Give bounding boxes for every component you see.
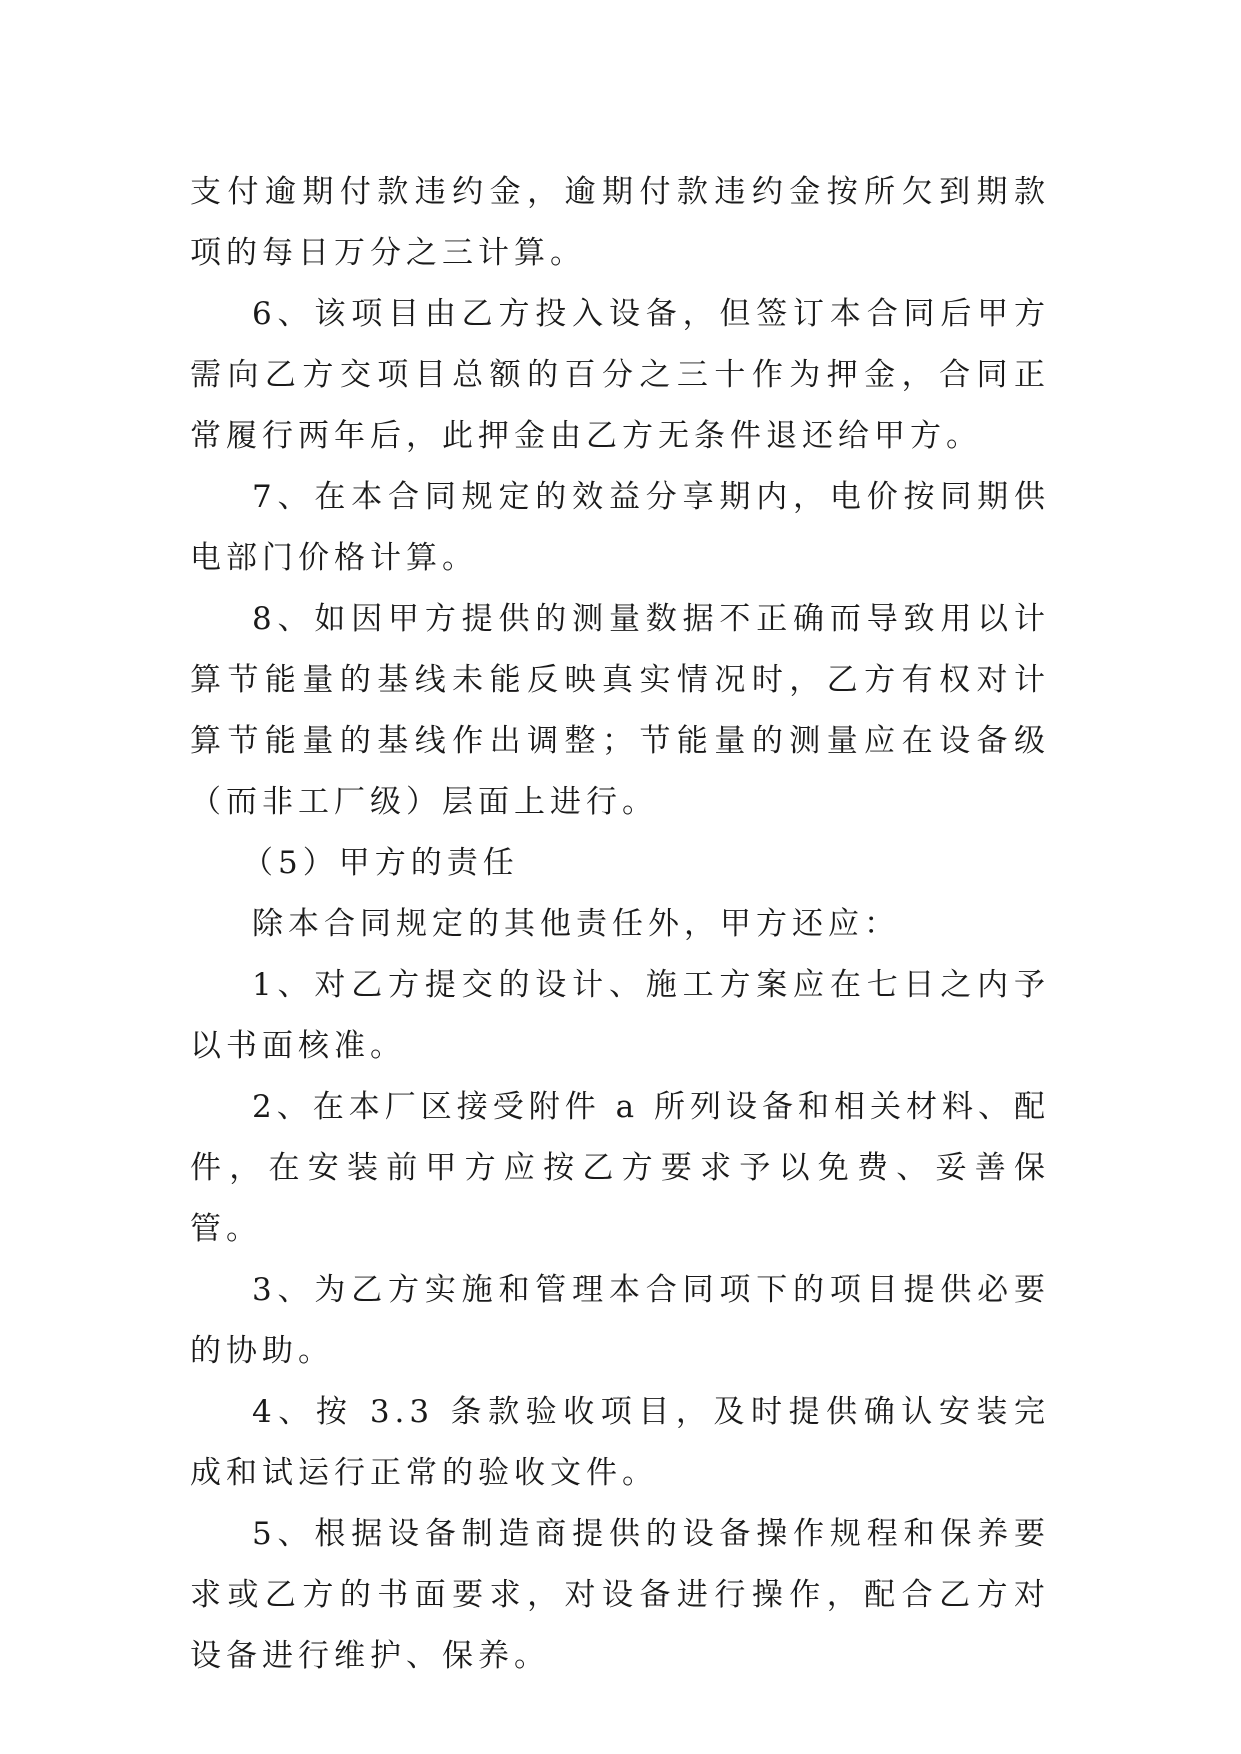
paragraph-duty-2: 2、在本厂区接受附件 a 所列设备和相关材料、配件，在安装前甲方应按乙方要求予以免费、妥善保管。 [190,1089,1050,1247]
paragraph-clause-6: 6、该项目由乙方投入设备，但签订本合同后甲方需向乙方交项目总额的百分之三十作为押金，合同正常履行两年后，此押金由乙方无条件退还给甲方。 [190,296,1050,454]
paragraph-duty-1: 1、对乙方提交的设计、施工方案应在七日之内予以书面核准。 [190,967,1050,1064]
paragraph-overdue-penalty: 支付逾期付款违约金，逾期付款违约金按所欠到期款项的每日万分之三计算。 [190,174,1050,271]
paragraph-duty-3: 3、为乙方实施和管理本合同项下的项目提供必要的协助。 [190,1272,1050,1369]
section-heading-party-a-duties: （5）甲方的责任 [242,845,519,881]
paragraph-duties-intro: 除本合同规定的其他责任外，甲方还应： [252,906,900,942]
paragraph-duty-5: 5、根据设备制造商提供的设备操作规程和保养要求或乙方的书面要求，对设备进行操作，配合乙方对设备进行维护、保养。 [190,1516,1050,1674]
paragraph-clause-7: 7、在本合同规定的效益分享期内，电价按同期供电部门价格计算。 [190,479,1050,576]
paragraph-clause-8: 8、如因甲方提供的测量数据不正确而导致用以计算节能量的基线未能反映真实情况时，乙方有权对计算节能量的基线作出调整；节能量的测量应在设备级（而非工厂级）层面上进行。 [190,601,1050,820]
paragraph-duty-4: 4、按 3.3 条款验收项目，及时提供确认安装完成和试运行正常的验收文件。 [190,1394,1050,1491]
document-body [190,162,1050,1687]
